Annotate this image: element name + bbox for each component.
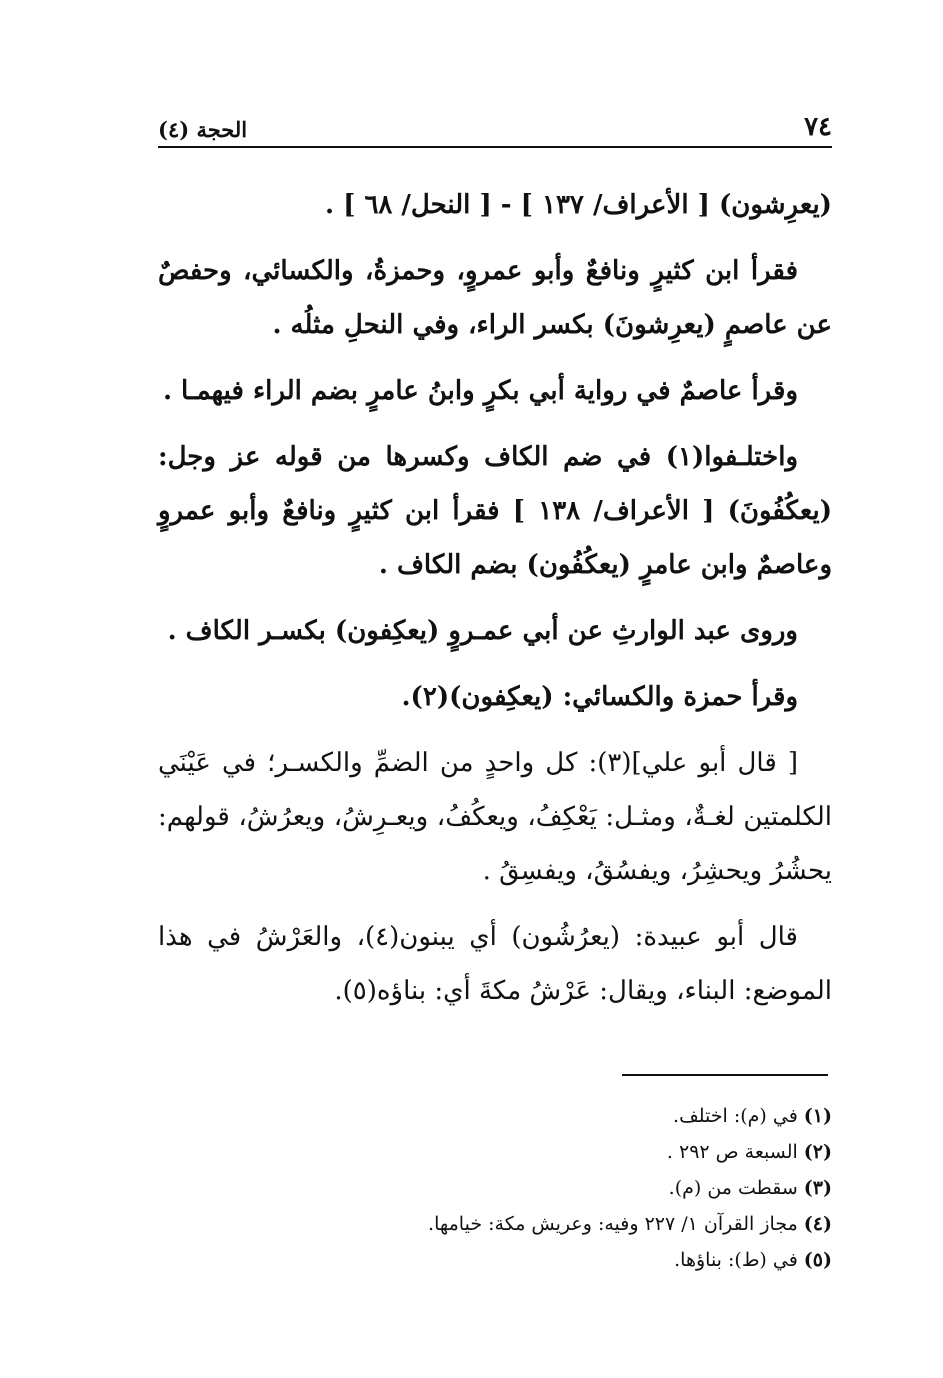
footnote-separator — [622, 1074, 828, 1076]
footnote — [158, 1134, 832, 1170]
paragraph: (يعرِشون) [ الأعراف/ ١٣٧ ] - [ النحل/ ٦٨ ] . — [324, 190, 832, 220]
paragraph: فقرأ ابن كثيرٍ ونافعٌ وأبو عمروٍ، وحمزةُ، والكسائي، وحفصٌ عن عاصمٍ (يعرِشونَ) بكسر الراء، وفي النحلِ مثلُه . — [158, 256, 832, 340]
footnote-number: (٤) — [803, 1213, 832, 1235]
footnote-number: (٣) — [803, 1177, 832, 1199]
paragraph: [ قال أبو علي](٣): كل واحدٍ من الضمِّ والكسـر؛ في عَيْنَي الكلمتين لغـةٌ، ومثـل: يَعْكِفُ، ويعكُفُ، ويعـرِشُ، ويعرُشُ، قولهم: يحشُرُ ويحشِرُ، ويفسُقُ، ويفسِقُ . — [158, 748, 832, 886]
footnote — [158, 1170, 832, 1206]
footnote — [158, 1206, 832, 1242]
footnote-number: (٢) — [803, 1141, 832, 1163]
footnote-number: (٥) — [803, 1249, 832, 1271]
page-header — [158, 104, 832, 148]
footnote — [158, 1242, 832, 1278]
footnote-text: السبعة ص ٢٩٢ . — [666, 1141, 798, 1163]
paragraph: قال أبو عبيدة: (يعرُشُون) أي يبنون(٤)، والعَرْشُ في هذا الموضع: البناء، ويقال: عَرْشُ مكةَ أي: بناؤه(٥). — [158, 922, 832, 1006]
footnotes — [158, 1098, 832, 1278]
paragraph: وقرأ عاصمٌ في رواية أبي بكرٍ وابنُ عامرٍ بضم الراء فيهمـا . — [162, 376, 798, 406]
paragraph: وروى عبد الوارثِ عن أبي عمـروٍ (يعكِفون) بكسـر الكاف . — [167, 616, 798, 646]
page-number: ٧٤ — [804, 112, 832, 142]
running-title: الحجة (٤) — [158, 117, 248, 142]
footnote — [158, 1098, 832, 1134]
footnote-text: مجاز القرآن ١/ ٢٢٧ وفيه: وعريش مكة: خيامها. — [428, 1213, 798, 1235]
paragraph: وقرأ حمزة والكسائي: (يعكِفون)(٢). — [401, 682, 798, 712]
footnote-number: (١) — [803, 1105, 832, 1127]
footnote-text: في (م): اختلف. — [673, 1105, 798, 1127]
footnote-text: سقطت من (م). — [668, 1177, 798, 1199]
paragraph: واختلـفوا(١) في ضم الكاف وكسرها من قوله عز وجل: (يعكُفُونَ) [ الأعراف/ ١٣٨ ] فقرأ ابن كثيرٍ ونافعٌ وأبو عمروٍ وعاصمٌ وابن عامرٍ (يعكُفُون) بضم الكاف . — [158, 442, 832, 580]
body-text — [158, 178, 832, 1030]
footnote-text: في (ط): بناؤها. — [674, 1249, 798, 1271]
